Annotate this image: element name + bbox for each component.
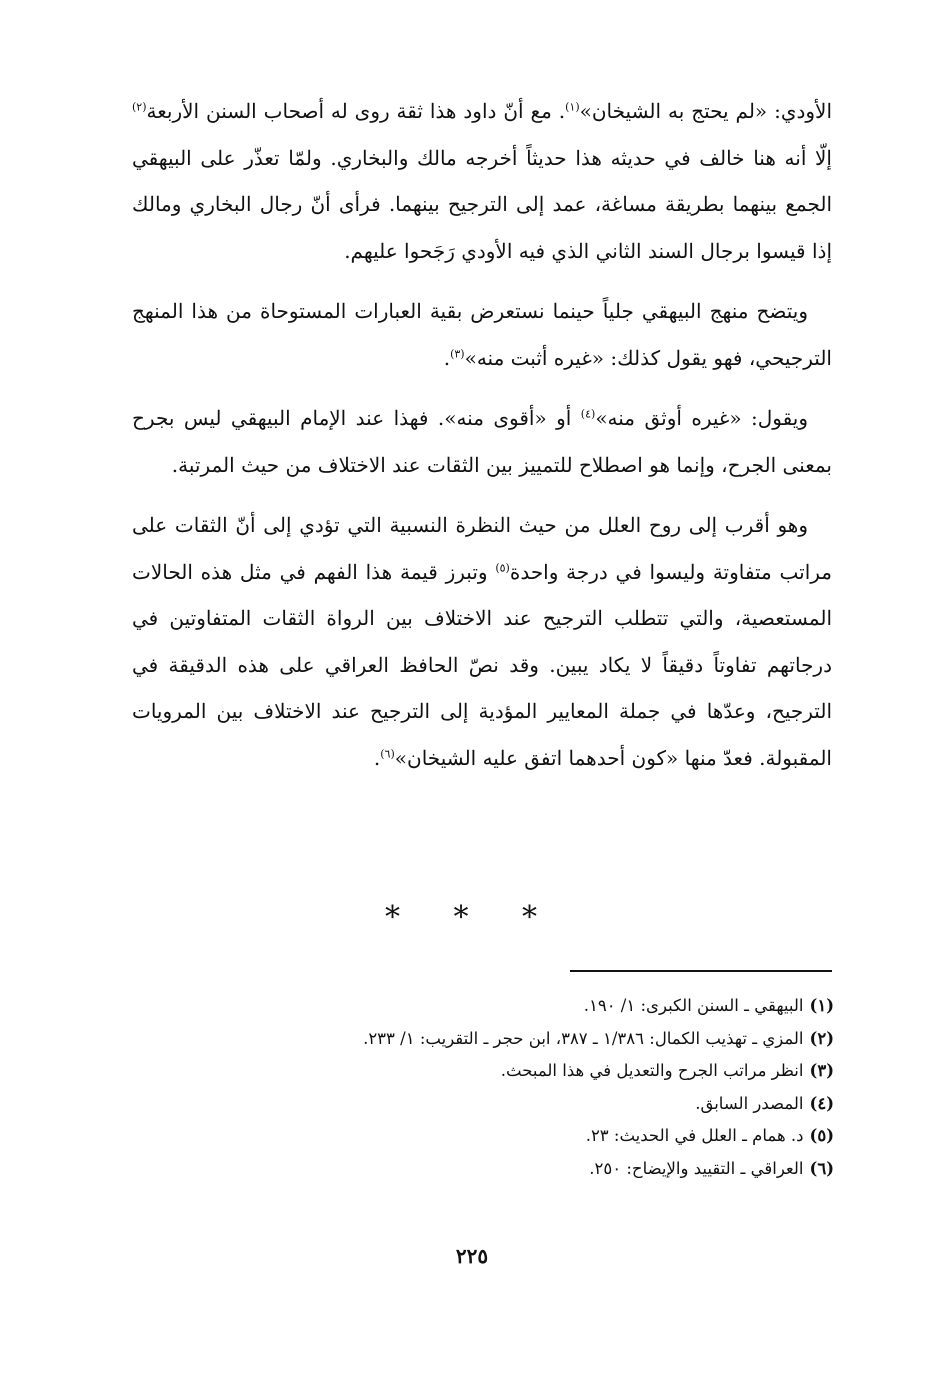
footnote-text: المصدر السابق. xyxy=(695,1093,804,1113)
footnote-item xyxy=(132,990,834,1023)
footnote-number: (٣) xyxy=(809,1061,834,1080)
footnote-number: (٥) xyxy=(809,1126,834,1145)
text-run: إلّا أنه هنا خالف في حديثه هذا حديثاً أخرجه مالك والبخاري. ولمّا تعذّر على البيهقي الجمع بينهما بطريقة مساغة، عمد إلى الترجيح بينهما. فرأى أنّ رجال البخاري ومالك إذا قيسوا برجال السند الثاني الذي فيه الأودي رَجَحوا عليهم. xyxy=(132,145,832,263)
footnote-item xyxy=(132,1055,834,1088)
footnote-item xyxy=(132,1023,834,1056)
footnote-marker: (٤) xyxy=(580,407,596,421)
footnote-number: (٢) xyxy=(809,1028,834,1048)
footnote-marker: (٥) xyxy=(495,560,510,574)
footnote-marker: (٣) xyxy=(450,346,465,360)
footnote-divider xyxy=(570,970,832,972)
footnote-text: البيهقي ـ السنن الكبرى: ١/ ١٩٠. xyxy=(583,996,804,1015)
paragraph xyxy=(132,288,832,381)
text-run: . xyxy=(443,345,451,370)
text-run: وهو أقرب إلى روح العلل من حيث النظرة النسبية التي تؤدي إلى أنّ الثقات على مراتب متفاوتة وليسوا في درجة واحدة xyxy=(132,513,832,584)
text-run: ويقول: «غيره أوثق منه» xyxy=(595,406,808,430)
footnote-number: (١) xyxy=(809,996,834,1015)
text-run: وتبرز قيمة هذا الفهم في مثل هذه الحالات المستعصية، والتي تتطلب الترجيح عند الاختلاف بين الرواة الثقات المتفاوتين في درجاتهم تفاوتاً دقيقاً لا يكاد يبين. وقد نصّ الحافظ العراقي على هذه الدقيقة في الترجيح، وعدّها في جملة المعايير المؤدية إلى الترجيح عند الاختلاف بين المرويات المقبولة. فعدّ منها «كون أحدهما اتفق عليه الشيخان» xyxy=(132,559,832,770)
footnote-number: (٤) xyxy=(809,1093,834,1113)
page-number: ٢٢٥ xyxy=(455,1244,489,1268)
text-run: الأودي: «لم يحتج به الشيخان» xyxy=(579,99,832,123)
footnote-marker: (٢) xyxy=(132,100,147,114)
footnote-text: انظر مراتب الجرح والتعديل في هذا المبحث. xyxy=(500,1061,804,1080)
text-run: . مع أنّ داود هذا ثقة روى له أصحاب السنن الأربعة xyxy=(146,99,566,123)
footnotes-list xyxy=(132,990,834,1185)
text-run: . xyxy=(373,745,381,770)
paragraph xyxy=(132,88,832,274)
section-separator: * * * xyxy=(384,900,560,935)
text-run: ويتضح منهج البيهقي جلياً حينما نستعرض بقية العبارات المستوحاة من هذا المنهج الترجيحي، فهو يقول كذلك: «غيره أثبت منه» xyxy=(132,299,832,370)
footnote-marker: (١) xyxy=(565,100,580,114)
footnote-number: (٦) xyxy=(809,1158,834,1178)
footnote-marker: (٦) xyxy=(380,746,395,760)
footnote-text: العراقي ـ التقييد والإيضاح: ٢٥٠. xyxy=(589,1158,804,1178)
footnote-text: د. همام ـ العلل في الحديث: ٢٣. xyxy=(585,1126,804,1145)
footnote-item xyxy=(132,1153,834,1186)
footnote-item xyxy=(132,1088,834,1121)
footnote-item xyxy=(132,1120,834,1153)
paragraph xyxy=(132,502,832,781)
text-run: أو «أقوى منه». فهذا عند الإمام البيهقي ليس بجرح بمعنى الجرح، وإنما هو اصطلاح للتمييز بين الثقات عند الاختلاف من حيث المرتبة. xyxy=(132,406,832,477)
paragraph xyxy=(132,395,832,488)
main-text xyxy=(132,88,832,795)
footnote-text: المزي ـ تهذيب الكمال: ١/٣٨٦ ـ ٣٨٧، ابن حجر ـ التقريب: ١/ ٢٣٣. xyxy=(363,1028,804,1048)
